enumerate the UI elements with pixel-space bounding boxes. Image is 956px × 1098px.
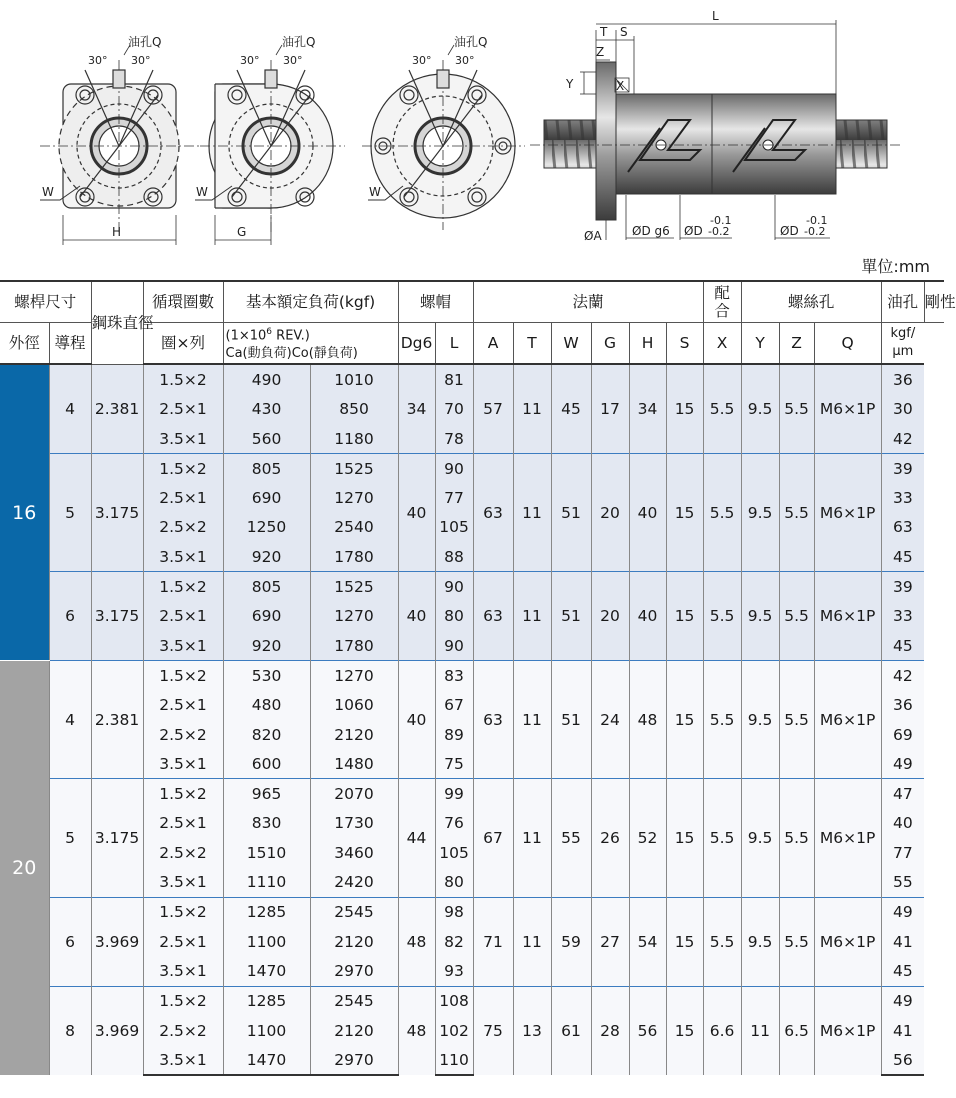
cell-z: 5.5 (779, 572, 814, 661)
table-row (0, 572, 944, 602)
cell-stiffness: 69 (881, 720, 924, 749)
cell-nut-length: 67 (435, 691, 473, 720)
cell-s: 15 (666, 779, 703, 897)
cell-s: 15 (666, 661, 703, 779)
cell-nut-length: 108 (435, 986, 473, 1016)
header-l: L (435, 323, 473, 365)
flange-view-two-flats (40, 45, 200, 245)
cell-g: 27 (591, 897, 629, 986)
cell-circuits: 1.5×2 (143, 364, 223, 394)
angle-label: 30° (240, 54, 260, 67)
cell-static-load: 850 (310, 395, 398, 424)
cell-x: 5.5 (703, 661, 741, 779)
header-oil-hole: 油孔 (881, 281, 924, 323)
cell-w: 51 (551, 572, 591, 661)
cell-t: 13 (513, 986, 551, 1075)
header-load: 基本額定負荷(kgf) (223, 281, 398, 323)
cell-static-load: 2070 (310, 779, 398, 809)
header-lead: 導程 (49, 323, 91, 365)
cell-q: M6×1P (814, 454, 881, 572)
cell-z: 5.5 (779, 454, 814, 572)
cell-y: 9.5 (741, 897, 779, 986)
cell-dynamic-load: 1470 (223, 1045, 310, 1075)
cell-stiffness: 45 (881, 956, 924, 986)
cell-dynamic-load: 690 (223, 602, 310, 631)
cell-dynamic-load: 820 (223, 720, 310, 749)
cell-s: 15 (666, 897, 703, 986)
cell-static-load: 2970 (310, 1045, 398, 1075)
dim-phi-a-label: ØA (584, 229, 602, 243)
header-h: H (629, 323, 666, 365)
cell-stiffness: 63 (881, 513, 924, 542)
cell-a: 63 (473, 454, 513, 572)
cell-stiffness: 42 (881, 661, 924, 691)
cell-dynamic-load: 1285 (223, 986, 310, 1016)
header-ball-dia: 鋼珠直徑 (91, 281, 143, 364)
cell-circuits: 2.5×1 (143, 395, 223, 424)
dim-w-label: W (369, 185, 381, 199)
cell-stiffness: 30 (881, 395, 924, 424)
cell-circuits: 2.5×2 (143, 513, 223, 542)
cell-x: 5.5 (703, 454, 741, 572)
cell-lead: 4 (49, 364, 91, 453)
dim-s-label: S (620, 25, 628, 39)
cell-lead: 4 (49, 661, 91, 779)
cell-nut-dg6: 40 (398, 454, 435, 572)
cell-w: 51 (551, 661, 591, 779)
oil-hole-label: 油孔Q (282, 35, 316, 49)
dim-w-label: W (42, 185, 54, 199)
cell-stiffness: 41 (881, 927, 924, 956)
cell-nut-dg6: 34 (398, 364, 435, 453)
cell-a: 67 (473, 779, 513, 897)
cell-stiffness: 42 (881, 424, 924, 454)
cell-z: 5.5 (779, 661, 814, 779)
cell-static-load: 2120 (310, 720, 398, 749)
table-row (0, 454, 944, 484)
cell-s: 15 (666, 454, 703, 572)
cell-ball-diameter: 3.175 (91, 454, 143, 572)
tolerance-lower: -0.2 (708, 225, 730, 238)
cell-stiffness: 39 (881, 454, 924, 484)
cell-a: 63 (473, 572, 513, 661)
cell-stiffness: 45 (881, 542, 924, 572)
cell-stiffness: 40 (881, 809, 924, 838)
cell-dynamic-load: 1100 (223, 927, 310, 956)
cell-x: 5.5 (703, 364, 741, 453)
cell-dynamic-load: 1110 (223, 867, 310, 897)
flange-view-one-flat (195, 45, 345, 245)
cell-circuits: 2.5×1 (143, 927, 223, 956)
cell-static-load: 1270 (310, 484, 398, 513)
cell-lead: 5 (49, 779, 91, 897)
cell-ball-diameter: 2.381 (91, 364, 143, 453)
cell-q: M6×1P (814, 572, 881, 661)
cell-x: 6.6 (703, 986, 741, 1075)
cell-circuits: 3.5×1 (143, 749, 223, 779)
cell-h: 34 (629, 364, 666, 453)
cell-circuits: 3.5×1 (143, 1045, 223, 1075)
cell-stiffness: 77 (881, 838, 924, 867)
cell-nut-length: 110 (435, 1045, 473, 1075)
cell-ball-diameter: 3.969 (91, 897, 143, 986)
cell-s: 15 (666, 572, 703, 661)
cell-static-load: 1525 (310, 572, 398, 602)
spec-table-body (0, 364, 944, 1075)
header-y: Y (741, 323, 779, 365)
header-screw-size: 螺桿尺寸 (0, 281, 91, 323)
cell-t: 11 (513, 897, 551, 986)
cell-dynamic-load: 690 (223, 484, 310, 513)
cell-w: 45 (551, 364, 591, 453)
cell-g: 28 (591, 986, 629, 1075)
cell-stiffness: 49 (881, 986, 924, 1016)
cell-dynamic-load: 1470 (223, 956, 310, 986)
cell-s: 15 (666, 986, 703, 1075)
cell-static-load: 1480 (310, 749, 398, 779)
cell-nut-length: 81 (435, 364, 473, 394)
cell-h: 54 (629, 897, 666, 986)
dim-h-label: H (112, 225, 122, 239)
cell-a: 57 (473, 364, 513, 453)
cell-static-load: 1270 (310, 661, 398, 691)
cell-a: 71 (473, 897, 513, 986)
cell-x: 5.5 (703, 572, 741, 661)
dim-phi-d-g6-label: ØD g6 (632, 224, 670, 238)
cell-t: 11 (513, 779, 551, 897)
table-row (0, 779, 944, 809)
cell-stiffness: 55 (881, 867, 924, 897)
cell-nut-length: 89 (435, 720, 473, 749)
cell-t: 11 (513, 572, 551, 661)
cell-dynamic-load: 490 (223, 364, 310, 394)
cell-y: 11 (741, 986, 779, 1075)
cell-circuits: 3.5×1 (143, 867, 223, 897)
cell-a: 75 (473, 986, 513, 1075)
cell-ball-diameter: 3.175 (91, 779, 143, 897)
cell-stiffness: 49 (881, 897, 924, 927)
cell-circuits: 2.5×2 (143, 838, 223, 867)
cell-lead: 8 (49, 986, 91, 1075)
cell-circuits: 2.5×1 (143, 809, 223, 838)
cell-lead: 6 (49, 572, 91, 661)
cell-nut-length: 90 (435, 572, 473, 602)
cell-dynamic-load: 1510 (223, 838, 310, 867)
cell-circuits: 3.5×1 (143, 542, 223, 572)
cell-a: 63 (473, 661, 513, 779)
cell-w: 61 (551, 986, 591, 1075)
cell-dynamic-load: 1100 (223, 1016, 310, 1045)
table-row (0, 661, 944, 691)
cell-w: 55 (551, 779, 591, 897)
angle-label: 30° (131, 54, 151, 67)
cell-ball-diameter: 3.175 (91, 572, 143, 661)
header-stiff-unit: kgf/ μm (881, 323, 924, 365)
cell-dynamic-load: 805 (223, 454, 310, 484)
header-z: Z (779, 323, 814, 365)
cell-nut-length: 98 (435, 897, 473, 927)
cell-circuits: 2.5×2 (143, 1016, 223, 1045)
cell-lead: 5 (49, 454, 91, 572)
cell-t: 11 (513, 661, 551, 779)
header-stiffness: 剛性 (924, 281, 944, 323)
cell-stiffness: 36 (881, 364, 924, 394)
cell-nut-length: 77 (435, 484, 473, 513)
cell-g: 20 (591, 454, 629, 572)
cell-static-load: 1780 (310, 542, 398, 572)
cell-circuits: 3.5×1 (143, 424, 223, 454)
table-row (0, 364, 944, 394)
cell-circuits: 1.5×2 (143, 897, 223, 927)
cell-static-load: 1180 (310, 424, 398, 454)
cell-dynamic-load: 480 (223, 691, 310, 720)
table-row (0, 897, 944, 927)
dim-g-label: G (237, 225, 247, 239)
cell-h: 48 (629, 661, 666, 779)
cell-circuits: 1.5×2 (143, 454, 223, 484)
cell-nut-length: 90 (435, 631, 473, 661)
oil-hole-label: 油孔Q (454, 35, 488, 49)
cell-q: M6×1P (814, 986, 881, 1075)
header-s: S (666, 323, 703, 365)
cell-nut-length: 83 (435, 661, 473, 691)
cell-dynamic-load: 600 (223, 749, 310, 779)
cell-g: 17 (591, 364, 629, 453)
cell-nut-length: 70 (435, 395, 473, 424)
header-g: G (591, 323, 629, 365)
cell-circuits: 2.5×2 (143, 720, 223, 749)
cell-nut-length: 88 (435, 542, 473, 572)
cell-static-load: 3460 (310, 838, 398, 867)
table-row (0, 986, 944, 1016)
cell-nut-length: 80 (435, 602, 473, 631)
cell-nut-length: 105 (435, 838, 473, 867)
cell-z: 5.5 (779, 364, 814, 453)
cell-static-load: 2420 (310, 867, 398, 897)
cell-y: 9.5 (741, 661, 779, 779)
oil-hole-label: 油孔Q (128, 35, 162, 49)
cell-stiffness: 47 (881, 779, 924, 809)
ballscrew-side-view (530, 20, 900, 240)
cell-y: 9.5 (741, 454, 779, 572)
dim-w-label: W (196, 185, 208, 199)
angle-label: 30° (88, 54, 108, 67)
cell-nut-length: 75 (435, 749, 473, 779)
flange-view-round (362, 45, 525, 230)
header-dg6: Dg6 (398, 323, 435, 365)
cell-circuits: 3.5×1 (143, 956, 223, 986)
cell-nut-length: 102 (435, 1016, 473, 1045)
dim-t-label: T (600, 25, 608, 39)
cell-nut-length: 80 (435, 867, 473, 897)
cell-nut-length: 99 (435, 779, 473, 809)
cell-circuits: 1.5×2 (143, 661, 223, 691)
cell-dynamic-load: 1250 (223, 513, 310, 542)
cell-lead: 6 (49, 897, 91, 986)
angle-label: 30° (412, 54, 432, 67)
header-fit: 配 合 (703, 281, 741, 323)
cell-stiffness: 33 (881, 602, 924, 631)
header-flange: 法蘭 (473, 281, 703, 323)
cell-dynamic-load: 430 (223, 395, 310, 424)
header-nut: 螺帽 (398, 281, 473, 323)
cell-ball-diameter: 2.381 (91, 661, 143, 779)
cell-static-load: 1270 (310, 602, 398, 631)
cell-nut-dg6: 48 (398, 897, 435, 986)
cell-h: 40 (629, 572, 666, 661)
tolerance-upper: -0.1 (710, 214, 732, 227)
dim-z-label: Z (596, 45, 605, 59)
cell-h: 56 (629, 986, 666, 1075)
dim-phi-d-label: ØD (684, 224, 703, 238)
header-load-sub: ($1\times 10^6$ REV.) Ca(動負荷)Co(靜負荷) (223, 323, 398, 365)
cell-t: 11 (513, 364, 551, 453)
dim-y-label: Y (566, 77, 574, 91)
cell-q: M6×1P (814, 661, 881, 779)
cell-nut-dg6: 48 (398, 986, 435, 1075)
cell-dynamic-load: 1285 (223, 897, 310, 927)
angle-label: 30° (283, 54, 303, 67)
header-t: T (513, 323, 551, 365)
header-w: W (551, 323, 591, 365)
cell-z: 5.5 (779, 779, 814, 897)
cell-nut-length: 76 (435, 809, 473, 838)
dim-l-label: L (712, 9, 719, 23)
angle-label: 30° (455, 54, 475, 67)
cell-circuits: 2.5×1 (143, 602, 223, 631)
cell-stiffness: 41 (881, 1016, 924, 1045)
cell-nut-dg6: 44 (398, 779, 435, 897)
cell-z: 5.5 (779, 897, 814, 986)
spec-table (0, 280, 956, 1076)
cell-static-load: 2540 (310, 513, 398, 542)
cell-stiffness: 36 (881, 691, 924, 720)
header-a: A (473, 323, 513, 365)
cell-static-load: 1780 (310, 631, 398, 661)
header-circuits: 循環圈數 (143, 281, 223, 323)
cell-static-load: 1525 (310, 454, 398, 484)
cell-static-load: 2545 (310, 897, 398, 927)
cell-circuits: 2.5×1 (143, 484, 223, 513)
cell-dynamic-load: 830 (223, 809, 310, 838)
technical-drawing (0, 0, 944, 250)
cell-x: 5.5 (703, 779, 741, 897)
header-od: 外徑 (0, 323, 49, 365)
cell-static-load: 1730 (310, 809, 398, 838)
cell-outer-diameter: 20 (0, 661, 49, 1076)
cell-nut-length: 78 (435, 424, 473, 454)
cell-nut-length: 105 (435, 513, 473, 542)
header-screw-hole: 螺絲孔 (741, 281, 881, 323)
cell-static-load: 1060 (310, 691, 398, 720)
unit-label: 單位:mm (861, 257, 930, 276)
cell-stiffness: 39 (881, 572, 924, 602)
cell-dynamic-load: 920 (223, 542, 310, 572)
cell-t: 11 (513, 454, 551, 572)
cell-z: 6.5 (779, 986, 814, 1075)
cell-dynamic-load: 560 (223, 424, 310, 454)
cell-y: 9.5 (741, 572, 779, 661)
cell-stiffness: 56 (881, 1045, 924, 1075)
tolerance-upper: -0.1 (806, 214, 828, 227)
cell-stiffness: 33 (881, 484, 924, 513)
cell-q: M6×1P (814, 779, 881, 897)
tolerance-lower: -0.2 (804, 225, 826, 238)
header-q: Q (814, 323, 881, 365)
cell-w: 59 (551, 897, 591, 986)
cell-nut-dg6: 40 (398, 572, 435, 661)
cell-h: 52 (629, 779, 666, 897)
cell-dynamic-load: 920 (223, 631, 310, 661)
cell-circuits: 1.5×2 (143, 986, 223, 1016)
cell-y: 9.5 (741, 364, 779, 453)
cell-w: 51 (551, 454, 591, 572)
cell-s: 15 (666, 364, 703, 453)
header-x: X (703, 323, 741, 365)
cell-circuits: 3.5×1 (143, 631, 223, 661)
cell-nut-length: 90 (435, 454, 473, 484)
cell-nut-dg6: 40 (398, 661, 435, 779)
cell-static-load: 2120 (310, 927, 398, 956)
cell-nut-length: 93 (435, 956, 473, 986)
cell-nut-length: 82 (435, 927, 473, 956)
header-circuits-2: 圈×列 (143, 323, 223, 365)
cell-ball-diameter: 3.969 (91, 986, 143, 1075)
cell-dynamic-load: 805 (223, 572, 310, 602)
cell-static-load: 2120 (310, 1016, 398, 1045)
cell-q: M6×1P (814, 364, 881, 453)
dim-phi-d-label: ØD (780, 224, 799, 238)
cell-g: 24 (591, 661, 629, 779)
cell-circuits: 2.5×1 (143, 691, 223, 720)
cell-static-load: 1010 (310, 364, 398, 394)
cell-h: 40 (629, 454, 666, 572)
cell-stiffness: 49 (881, 749, 924, 779)
cell-g: 26 (591, 779, 629, 897)
cell-stiffness: 45 (881, 631, 924, 661)
cell-static-load: 2970 (310, 956, 398, 986)
cell-circuits: 1.5×2 (143, 572, 223, 602)
cell-y: 9.5 (741, 779, 779, 897)
cell-dynamic-load: 530 (223, 661, 310, 691)
cell-outer-diameter: 16 (0, 364, 49, 660)
cell-dynamic-load: 965 (223, 779, 310, 809)
cell-static-load: 2545 (310, 986, 398, 1016)
cell-circuits: 1.5×2 (143, 779, 223, 809)
cell-x: 5.5 (703, 897, 741, 986)
cell-g: 20 (591, 572, 629, 661)
cell-q: M6×1P (814, 897, 881, 986)
dim-x-label: X (616, 79, 625, 93)
